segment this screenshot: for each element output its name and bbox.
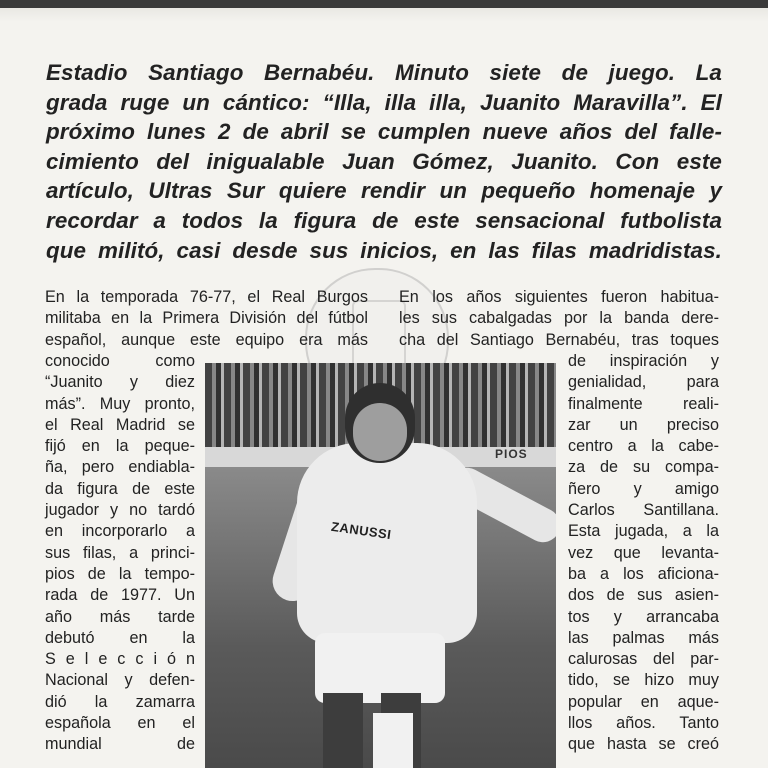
text-line: En la temporada 76-77, el Real Burgos — [45, 288, 368, 306]
text-line: española en el — [45, 714, 195, 733]
text-line: en incorporarlo a — [45, 522, 195, 541]
text-line: zar un preciso — [568, 415, 719, 434]
text-line: de inspiración y — [568, 352, 719, 370]
text-line: llos años. Tanto — [568, 714, 719, 733]
text-line: artículo, Ultras Sur quiere rendir un pequeño homenaje y — [46, 178, 722, 204]
text-line: el Real Madrid se — [45, 415, 195, 434]
text-line: tido, se hizo muy — [568, 671, 719, 690]
text-line: finalmente reali- — [568, 394, 719, 413]
column-1-narrow — [45, 351, 195, 756]
text-line: pios de la tempo- — [45, 564, 195, 583]
text-line: popular en aque- — [568, 692, 719, 711]
text-line: más”. Muy pronto, — [45, 394, 195, 413]
text-line: genialidad, para — [568, 373, 719, 392]
text-line: las palmas más — [568, 628, 719, 647]
text-line: militaba en la Primera División del fútbol — [45, 309, 368, 328]
text-line: año más tarde — [45, 607, 195, 626]
top-edge — [0, 0, 768, 8]
column-1-wide — [45, 287, 368, 351]
text-line: vez que levanta- — [568, 543, 719, 562]
text-line: próximo lunes 2 de abril se cumplen nueve años del falle- — [46, 119, 722, 145]
text-line: jugador y no tardó — [45, 501, 195, 520]
text-line: que hasta se creó — [568, 735, 719, 754]
text-line: Estadio Santiago Bernabéu. Minuto siete de juego. La — [46, 60, 722, 85]
text-line: les sus cabalgadas por la banda dere- — [399, 309, 719, 328]
intro-paragraph — [46, 58, 722, 265]
player-sock — [373, 713, 413, 768]
player-left-leg — [323, 693, 363, 768]
text-line: da figura de este — [45, 479, 195, 498]
text-line: centro a la cabe- — [568, 437, 719, 456]
text-line: español, aunque este equipo era más — [45, 330, 368, 349]
text-line: calurosas del par- — [568, 650, 719, 669]
text-line: fijó en la peque- — [45, 437, 195, 456]
text-line: Carlos Santillana. — [568, 501, 719, 520]
text-line: ñero y amigo — [568, 479, 719, 498]
player-face — [353, 403, 407, 461]
text-line: conocido como — [45, 352, 195, 370]
text-line: za de su compa- — [568, 458, 719, 477]
text-line: mundial de — [45, 735, 195, 754]
text-line: que militó, casi desde sus inicios, en las filas madridistas. — [46, 237, 722, 263]
board-text: PIOS — [495, 447, 528, 461]
text-line: S e l e c c i ó n — [45, 650, 195, 669]
text-line: “Juanito y diez — [45, 373, 195, 392]
text-line: ba a los aficiona- — [568, 564, 719, 583]
text-line: Esta jugada, a la — [568, 522, 719, 541]
text-line: cimiento del inigualable Juan Gómez, Juanito. Con este — [46, 148, 722, 174]
text-line: cha del Santiago Bernabéu, tras toques — [399, 330, 719, 349]
text-line: dió la zamarra — [45, 692, 195, 711]
text-line: En los años siguientes fueron habitua- — [399, 288, 719, 306]
juanito-photo — [205, 363, 556, 768]
text-line: grada ruge un cántico: “Illa, illa illa, Juanito Maravilla”. El — [46, 89, 722, 115]
text-line: sus filas, a princi- — [45, 543, 195, 562]
paper-fold — [0, 8, 768, 22]
column-2-narrow — [568, 351, 719, 756]
text-line: dos de sus asien- — [568, 586, 719, 605]
text-line: recordar a todos la figura de este sensacional futbolista — [46, 207, 722, 233]
text-line: Nacional y defen- — [45, 671, 195, 690]
column-2-wide — [399, 287, 719, 351]
player-shirt — [297, 443, 477, 643]
text-line: rada de 1977. Un — [45, 586, 195, 605]
shirt-sponsor: ZANUSSI — [330, 518, 393, 543]
text-line: tos y arrancaba — [568, 607, 719, 626]
text-line: debutó en la — [45, 628, 195, 647]
text-line: ña, pero endiabla- — [45, 458, 195, 477]
